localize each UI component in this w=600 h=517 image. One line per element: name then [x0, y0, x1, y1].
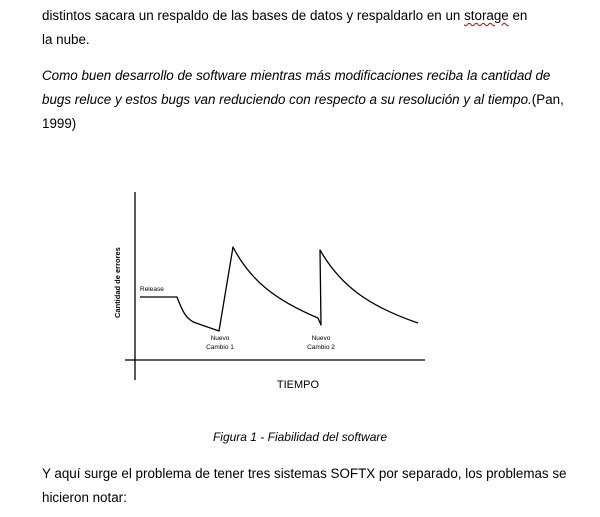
paragraph-2-line-2: bugs reluce y estos bugs van reduciendo con respecto a su resolución y al tiempo.	[42, 92, 532, 107]
paragraph-3	[42, 462, 572, 510]
y-axis-label: Cantidad de errores	[113, 247, 122, 318]
reliability-curve	[140, 247, 418, 331]
paragraph-1-text: distintos sacara un respaldo de las bases de datos y respaldarlo en un	[42, 8, 465, 23]
release-annotation: Release	[140, 286, 164, 293]
misspelled-word[interactable]: storage	[464, 8, 509, 23]
change-1-annotation-line-2: Cambio 1	[206, 344, 234, 351]
paragraph-1-text-end: en	[508, 8, 528, 23]
citation: (Pan,	[531, 92, 564, 107]
paragraph-3-line-2: hicieron notar:	[42, 490, 127, 505]
paragraph-2-line-1: Como buen desarrollo de software mientras más modificaciones reciba la cantidad de	[42, 68, 551, 83]
change-2-annotation-line-2: Cambio 2	[307, 344, 335, 351]
paragraph-1-line-2: la nube.	[42, 32, 90, 47]
paragraph-2-line-3: 1999)	[42, 116, 77, 131]
figure-caption: Figura 1 - Fiabilidad del software	[212, 430, 388, 444]
change-2-annotation-line-1: Nuevo	[311, 335, 331, 342]
paragraph-1	[42, 4, 572, 52]
x-axis-label: TIEMPO	[276, 379, 320, 391]
change-1-annotation-line-1: Nuevo	[210, 335, 230, 342]
paragraph-3-line-1: Y aquí surge el problema de tener tres sistemas SOFTX por separado, los problemas se	[42, 466, 567, 481]
paragraph-2	[42, 64, 572, 136]
reliability-figure	[100, 180, 440, 395]
